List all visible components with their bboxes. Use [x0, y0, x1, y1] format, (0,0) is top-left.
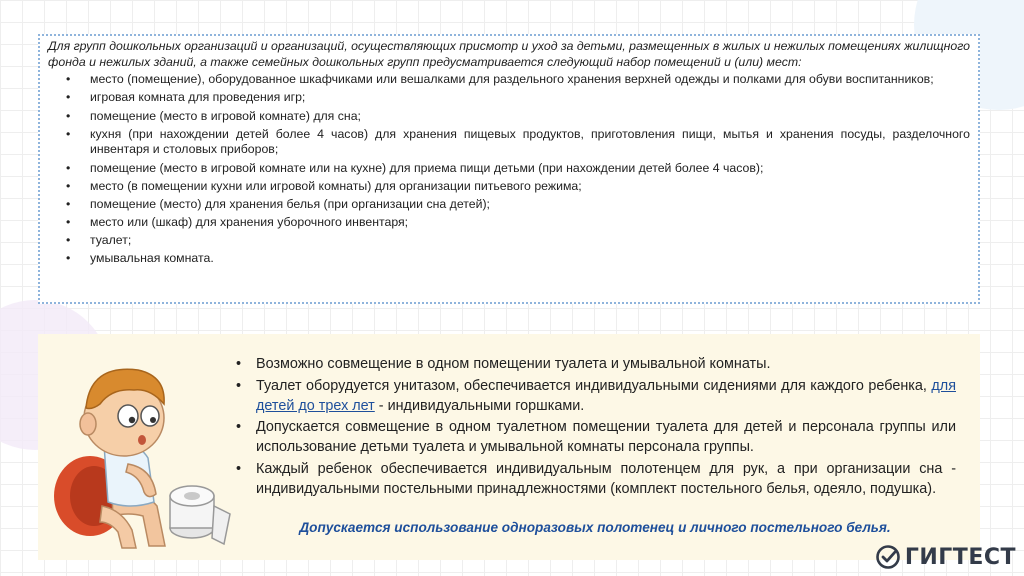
list-item-text: помещение (место в игровой комнате или на кухне) для приема пищи детьми (при нахождении детей более 4 часов);	[90, 160, 764, 175]
list-item	[66, 215, 970, 231]
list-item-text: Каждый ребенок обеспечивается индивидуальным полотенцем для рук, а при организации сна - индивидуальными постельными принадлежностями (комплект постельного белья, одеяло, подушка).	[256, 460, 956, 497]
list-item	[234, 417, 956, 457]
child-on-potty-illustration	[42, 346, 232, 556]
list-item-text: умывальная комната.	[90, 251, 214, 266]
disposable-note: Допускается использование одноразовых полотенец и личного постельного белья.	[299, 520, 891, 535]
bullet: •	[236, 377, 242, 394]
list-item-text: помещение (место) для хранения белья (при организации сна детей);	[90, 196, 490, 211]
list-item	[66, 233, 970, 249]
bullet: •	[66, 196, 71, 211]
logo-text: ГИГТЕСТ	[904, 544, 1016, 570]
bullet: •	[66, 126, 71, 141]
bullet: •	[236, 419, 242, 435]
list-item-text: туалет;	[90, 233, 132, 248]
list-item	[66, 72, 970, 88]
list-item	[66, 126, 970, 158]
list-item-text: место (в помещении кухни или игровой комнаты) для организации питьевого режима;	[90, 178, 582, 193]
list-item	[234, 376, 956, 416]
list-item	[66, 108, 970, 125]
bullet: •	[236, 356, 242, 372]
list-item	[234, 459, 956, 499]
bullet: •	[66, 108, 71, 123]
list-item-text: помещение (место в игровой комнате) для сна;	[90, 108, 361, 123]
premises-requirements-box	[38, 34, 980, 304]
requirements-intro: Для групп дошкольных организаций и организаций, осуществляющих присмотр и уход за детьми, размещенных в жилых и нежилых помещениях жилищного фонда и нежилых зданий, а также семейных дошкольных групп предусматривается следующий набор помещений и (или) мест:	[48, 39, 970, 69]
gigtest-logo	[875, 542, 1016, 572]
list-item	[66, 196, 970, 213]
premises-list	[48, 72, 970, 267]
list-item-text: игровая комната для проведения игр;	[90, 90, 306, 105]
check-circle-icon	[875, 544, 901, 570]
list-item	[66, 178, 970, 195]
list-item	[234, 354, 956, 374]
bullet: •	[66, 215, 71, 230]
list-item-text: Возможно совмещение в одном помещении туалета и умывальной комнаты.	[256, 356, 771, 372]
list-item	[66, 90, 970, 106]
bullet: •	[66, 251, 71, 266]
list-item-text: место или (шкаф) для хранения уборочного инвентаря;	[90, 215, 409, 230]
list-item	[66, 160, 970, 177]
toilet-info-panel	[38, 334, 980, 560]
bullet: •	[66, 178, 71, 193]
toilet-rules-list	[234, 354, 956, 500]
bullet: •	[66, 90, 71, 105]
list-item	[66, 251, 970, 267]
list-item-text: Допускается совмещение в одном туалетном помещении туалета для детей и персонала группы или использование детьми туалета и умывальной комнаты персонала группы.	[256, 419, 956, 455]
bullet: •	[236, 460, 242, 477]
bullet: •	[66, 72, 71, 87]
bullet: •	[66, 233, 71, 248]
under-three-highlight: для детей до трех лет	[256, 377, 956, 414]
list-item-text-end: - индивидуальными горшками.	[374, 397, 585, 414]
list-item-text: место (помещение), оборудованное шкафчиками или вешалками для раздельного хранения верхней одежды и полками для обуви воспитанников;	[90, 72, 934, 87]
list-item-text: Туалет оборудуется унитазом, обеспечивается индивидуальными сидениями для каждого ребенка,	[256, 377, 932, 394]
bullet: •	[66, 160, 71, 175]
list-item-text: кухня (при нахождении детей более 4 часов) для хранения пищевых продуктов, приготовления пищи, мытья и хранения посуды, разделочного инвентаря и столовых приборов;	[90, 126, 970, 157]
